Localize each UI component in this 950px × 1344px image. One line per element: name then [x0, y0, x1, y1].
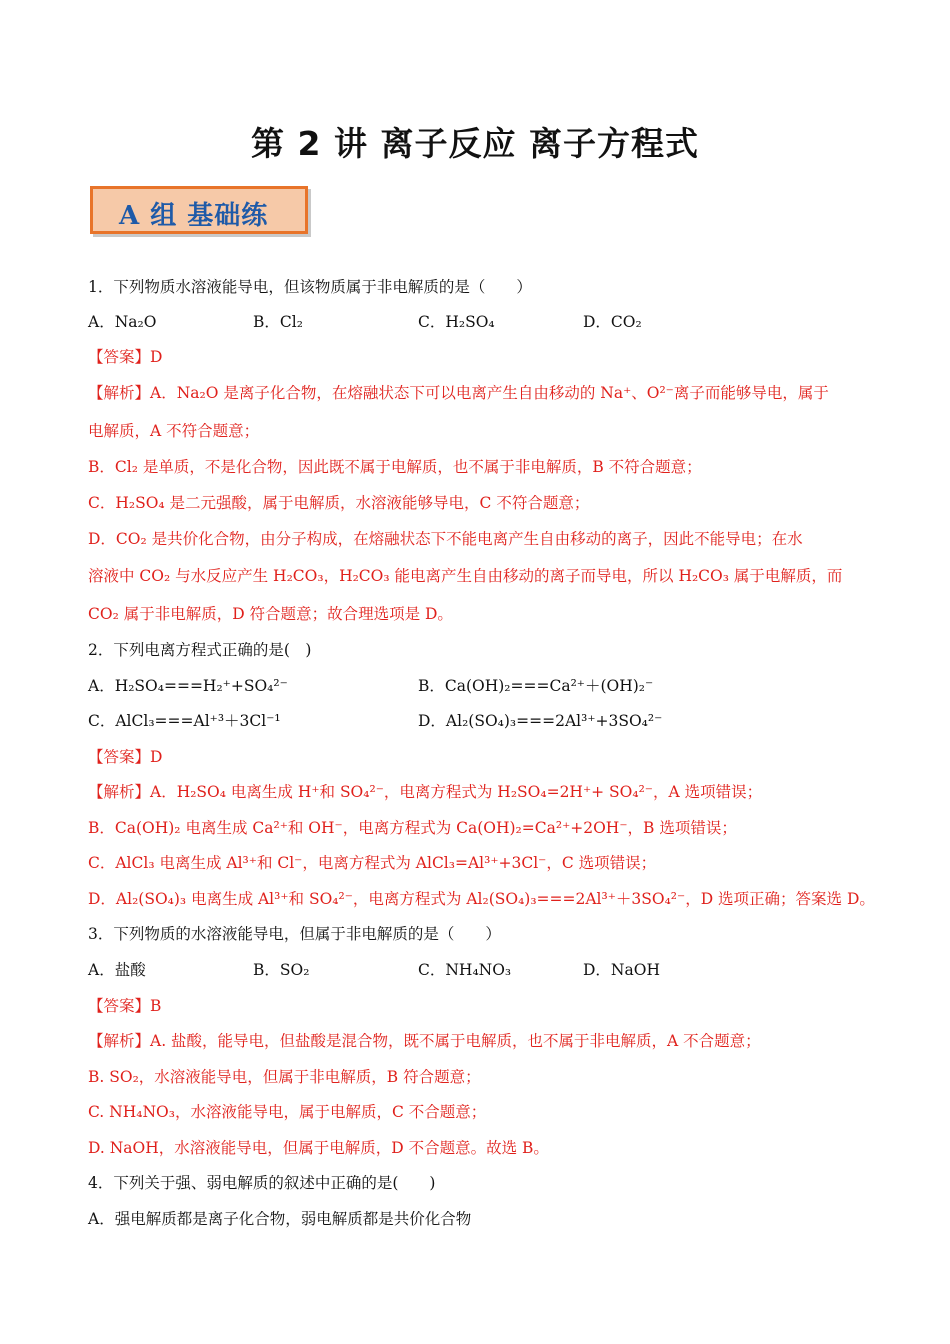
page-title: 第 2 讲 离子反应 离子方程式	[251, 124, 699, 163]
q2-option-d: D．Al₂(SO₄)₃===2Al³⁺+3SO₄²⁻	[418, 712, 663, 730]
q1-analysis-line: 电解质，A 不符合题意；	[88, 422, 260, 440]
q2-analysis-line: D．Al₂(SO₄)₃ 电离生成 Al³⁺和 SO₄²⁻，电离方程式为 Al₂(SO₄)₃===2Al³⁺＋3SO₄²⁻，D 选项正确；答案选 D。	[88, 890, 875, 908]
q1-option-c: C．H₂SO₄	[418, 313, 495, 331]
q2-analysis-line: 【解析】A．H₂SO₄ 电离生成 H⁺和 SO₄²⁻，电离方程式为 H₂SO₄=2H⁺+ SO₄²⁻，A 选项错误；	[88, 783, 763, 801]
q1-analysis-line: 溶液中 CO₂ 与水反应产生 H₂CO₃，H₂CO₃ 能电离产生自由移动的离子而导电，所以 H₂CO₃ 属于电解质，而	[88, 567, 843, 585]
question-1-stem: 1．下列物质水溶液能导电，但该物质属于非电解质的是（ ）	[88, 278, 532, 296]
q3-analysis-line: D. NaOH，水溶液能导电，但属于电解质，D 不合题意。故选 B。	[88, 1139, 549, 1157]
q3-option-a: A．盐酸	[88, 961, 146, 979]
question-2-stem: 2．下列电离方程式正确的是( )	[88, 641, 312, 659]
q3-answer: 【答案】B	[88, 997, 162, 1015]
q2-option-b: B．Ca(OH)₂===Ca²⁺＋(OH)₂⁻	[418, 677, 654, 695]
q3-option-d: D．NaOH	[583, 961, 660, 979]
q3-option-c: C．NH₄NO₃	[418, 961, 512, 979]
q2-answer: 【答案】D	[88, 748, 163, 766]
q2-option-a: A．H₂SO₄===H₂⁺+SO₄²⁻	[88, 677, 288, 695]
q2-option-c: C．AlCl₃===Al⁺³＋3Cl⁻¹	[88, 712, 281, 730]
q2-analysis-line: C．AlCl₃ 电离生成 Al³⁺和 Cl⁻，电离方程式为 AlCl₃=Al³⁺+3Cl⁻，C 选项错误；	[88, 854, 657, 872]
q1-option-a: A．Na₂O	[88, 313, 157, 331]
q4-option-a: A．强电解质都是离子化合物，弱电解质都是共价化合物	[88, 1210, 472, 1228]
section-badge	[90, 186, 308, 234]
question-4-stem: 4．下列关于强、弱电解质的叙述中正确的是( )	[88, 1174, 436, 1192]
q1-analysis-line: D．CO₂ 是共价化合物，由分子构成，在熔融状态下不能电离产生自由移动的离子，因此不能导电；在水	[88, 530, 803, 548]
q1-analysis-line: B．Cl₂ 是单质，不是化合物，因此既不属于电解质，也不属于非电解质，B 不符合题意；	[88, 458, 702, 476]
q3-analysis-line: C. NH₄NO₃，水溶液能导电，属于电解质，C 不合题意；	[88, 1103, 487, 1121]
q2-analysis-line: B．Ca(OH)₂ 电离生成 Ca²⁺和 OH⁻，电离方程式为 Ca(OH)₂=Ca²⁺+2OH⁻，B 选项错误；	[88, 819, 737, 837]
q1-answer: 【答案】D	[88, 348, 163, 366]
q1-analysis-line: 【解析】A．Na₂O 是离子化合物，在熔融状态下可以电离产生自由移动的 Na⁺、O²⁻离子而能够导电，属于	[88, 384, 829, 402]
q1-analysis-line: C．H₂SO₄ 是二元强酸，属于电解质，水溶液能够导电，C 不符合题意；	[88, 494, 590, 512]
q1-option-d: D．CO₂	[583, 313, 642, 331]
q3-analysis-line: 【解析】A. 盐酸，能导电，但盐酸是混合物，既不属于电解质，也不属于非电解质，A 不合题意；	[88, 1032, 761, 1050]
q1-option-b: B．Cl₂	[253, 313, 303, 331]
section-label: A 组 基础练	[119, 201, 269, 231]
q1-analysis-line: CO₂ 属于非电解质，D 符合题意；故合理选项是 D。	[88, 605, 453, 623]
question-3-stem: 3．下列物质的水溶液能导电，但属于非电解质的是（ ）	[88, 925, 501, 943]
q3-option-b: B．SO₂	[253, 961, 310, 979]
q3-analysis-line: B. SO₂，水溶液能导电，但属于非电解质，B 符合题意；	[88, 1068, 481, 1086]
